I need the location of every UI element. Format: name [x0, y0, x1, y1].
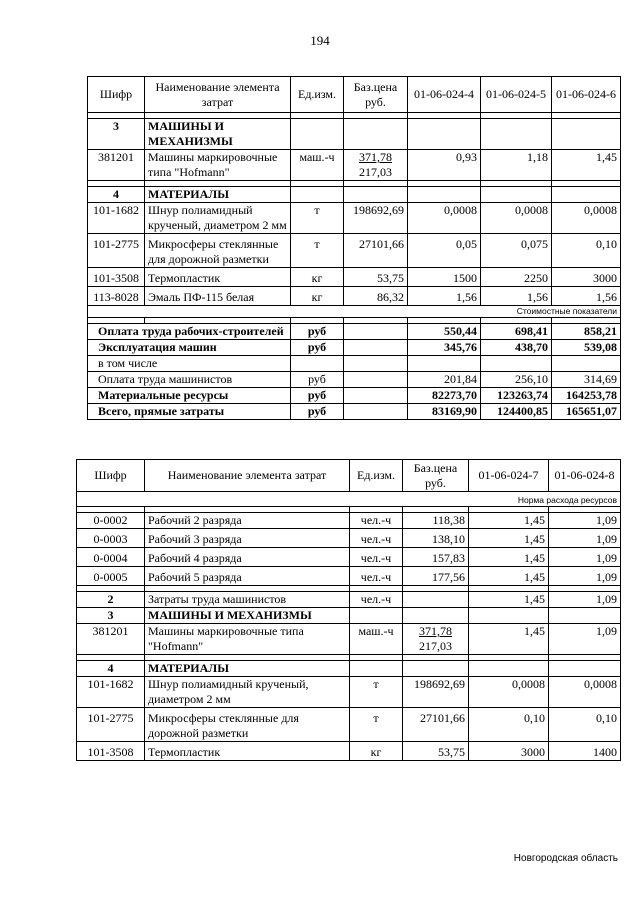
value-cell: 698,41	[481, 324, 552, 340]
unit-cell: руб	[291, 372, 344, 388]
cost-name: Эксплуатация машин	[88, 340, 291, 356]
table-row	[88, 268, 621, 287]
value-cell: 0,0008	[549, 677, 621, 708]
value-cell: 0,0008	[552, 203, 621, 234]
value-cell: 1500	[408, 268, 481, 287]
value-cell: 1,09	[549, 513, 621, 529]
cost-name: Всего, прямые затраты	[88, 404, 291, 420]
code-cell: 101-1682	[77, 677, 145, 708]
name-cell: Машины маркировочные типа "Hofmann"	[145, 150, 291, 181]
value-cell: 1,56	[481, 287, 552, 306]
norm-header: Норма расхода ресурсов	[77, 492, 621, 507]
cost-name: в том числе	[88, 356, 291, 372]
value-cell: 124400,85	[481, 404, 552, 420]
section-title: МАТЕРИАЛЫ	[145, 661, 350, 677]
name-cell: Рабочий 3 разряда	[145, 529, 350, 548]
code-cell: 113-8028	[88, 287, 145, 306]
unit-cell: чел.-ч	[350, 567, 403, 586]
code-cell: 0-0002	[77, 513, 145, 529]
col-header: Ед.изм.	[291, 77, 344, 113]
value-cell: 539,08	[552, 340, 621, 356]
code-cell: 0-0005	[77, 567, 145, 586]
price-cell	[403, 624, 469, 655]
value-cell: 1400	[549, 742, 621, 761]
value-cell: 1,56	[552, 287, 621, 306]
name-cell: Микросферы стеклянные для дорожной разметки	[145, 234, 291, 268]
price-secondary: 217,03	[359, 165, 392, 179]
col-header: Баз.цена руб.	[403, 460, 469, 492]
section-number: 4	[77, 661, 145, 677]
unit-cell: кг	[291, 287, 344, 306]
price-cell: 53,75	[344, 268, 408, 287]
unit-cell: чел.-ч	[350, 513, 403, 529]
value-cell: 550,44	[408, 324, 481, 340]
cost-row	[88, 324, 621, 340]
value-cell: 438,70	[481, 340, 552, 356]
value-cell: 83169,90	[408, 404, 481, 420]
value-cell: 82273,70	[408, 388, 481, 404]
name-cell: Машины маркировочные типа "Hofmann"	[145, 624, 350, 655]
name-cell: Рабочий 4 разряда	[145, 548, 350, 567]
section-row	[77, 661, 621, 677]
page-number: 194	[310, 33, 330, 48]
unit-cell: маш.-ч	[291, 150, 344, 181]
unit-cell: кг	[291, 268, 344, 287]
value-cell: 0,05	[408, 234, 481, 268]
col-header: Шифр	[88, 77, 145, 113]
price-cell: 138,10	[403, 529, 469, 548]
footer-region: Новгородская область	[513, 853, 618, 864]
norm-header-row	[77, 492, 621, 507]
price-cell: 27101,66	[344, 234, 408, 268]
table-header-row	[88, 77, 621, 113]
value-cell: 1,45	[469, 513, 549, 529]
cost-row	[88, 372, 621, 388]
value-cell: 345,76	[408, 340, 481, 356]
cost-row	[88, 356, 621, 372]
price-secondary: 217,03	[419, 639, 452, 653]
unit-cell: чел.-ч	[350, 592, 403, 608]
code-cell: 101-3508	[77, 742, 145, 761]
cost-row	[88, 340, 621, 356]
table-row	[77, 624, 621, 655]
table-header-row	[77, 460, 621, 492]
unit-cell: руб	[291, 404, 344, 420]
value-cell: 0,10	[469, 708, 549, 742]
code-cell: 101-3508	[88, 268, 145, 287]
value-cell: 0,0008	[408, 203, 481, 234]
code-cell: 101-2775	[88, 234, 145, 268]
value-cell: 0,0008	[481, 203, 552, 234]
table-row	[77, 708, 621, 742]
section-title: МАТЕРИАЛЫ	[145, 187, 291, 203]
unit-cell: т	[350, 677, 403, 708]
unit-cell: т	[291, 234, 344, 268]
value-cell: 1,09	[549, 548, 621, 567]
price-primary: 371,78	[419, 624, 452, 638]
price-cell: 118,38	[403, 513, 469, 529]
cost-header: Стоимостные показатели	[88, 306, 621, 318]
unit-cell: маш.-ч	[350, 624, 403, 655]
price-cell: 27101,66	[403, 708, 469, 742]
col-header: 01-06-024-6	[552, 77, 621, 113]
section-number: 3	[77, 608, 145, 624]
table-row	[88, 234, 621, 268]
value-cell: 256,10	[481, 372, 552, 388]
table-row	[77, 513, 621, 529]
unit-cell: т	[350, 708, 403, 742]
section-row	[88, 187, 621, 203]
code-cell: 381201	[77, 624, 145, 655]
value-cell: 2250	[481, 268, 552, 287]
price-cell: 86,32	[344, 287, 408, 306]
col-header: 01-06-024-4	[408, 77, 481, 113]
name-cell: Рабочий 2 разряда	[145, 513, 350, 529]
value-cell: 1,45	[469, 548, 549, 567]
table-row	[88, 203, 621, 234]
col-header: Баз.цена руб.	[344, 77, 408, 113]
table-row	[77, 567, 621, 586]
code-cell: 101-2775	[77, 708, 145, 742]
table-row	[77, 529, 621, 548]
value-cell: 1,18	[481, 150, 552, 181]
value-cell: 0,10	[552, 234, 621, 268]
col-header: Шифр	[77, 460, 145, 492]
value-cell: 1,45	[552, 150, 621, 181]
value-cell: 314,69	[552, 372, 621, 388]
col-header: Наименование элемента затрат	[145, 77, 291, 113]
code-cell: 0-0003	[77, 529, 145, 548]
cost-header-row	[88, 306, 621, 318]
table-row	[77, 677, 621, 708]
resource-table-1	[87, 76, 621, 420]
value-cell: 0,075	[481, 234, 552, 268]
section-row	[88, 119, 621, 150]
price-cell: 198692,69	[403, 677, 469, 708]
name-cell: Шнур полиамидный крученый, диаметром 2 мм	[145, 203, 291, 234]
value-cell: 165651,07	[552, 404, 621, 420]
price-cell	[344, 150, 408, 181]
price-cell: 177,56	[403, 567, 469, 586]
value-cell: 858,21	[552, 324, 621, 340]
name-cell: Микросферы стеклянные для дорожной разметки	[145, 708, 350, 742]
table-row	[88, 287, 621, 306]
value-cell: 3000	[552, 268, 621, 287]
table-row	[77, 742, 621, 761]
section-number: 3	[88, 119, 145, 150]
cost-name: Оплата труда машинистов	[88, 372, 291, 388]
cost-name: Оплата труда рабочих-строителей	[88, 324, 291, 340]
unit-cell: руб	[291, 388, 344, 404]
value-cell: 0,0008	[469, 677, 549, 708]
name-cell: Затраты труда машинистов	[145, 592, 350, 608]
name-cell: Рабочий 5 разряда	[145, 567, 350, 586]
col-header: 01-06-024-8	[549, 460, 621, 492]
unit-cell: руб	[291, 340, 344, 356]
value-cell: 1,45	[469, 624, 549, 655]
section-number: 2	[77, 592, 145, 608]
cost-row	[88, 404, 621, 420]
section-title: МАШИНЫ И МЕХАНИЗМЫ	[145, 608, 350, 624]
value-cell: 0,10	[549, 708, 621, 742]
value-cell: 1,45	[469, 592, 549, 608]
col-header: 01-06-024-7	[469, 460, 549, 492]
price-primary: 371,78	[359, 150, 392, 164]
value-cell: 1,09	[549, 624, 621, 655]
table-row	[77, 548, 621, 567]
value-cell: 1,09	[549, 529, 621, 548]
price-cell: 53,75	[403, 742, 469, 761]
value-cell: 1,56	[408, 287, 481, 306]
section-title: МАШИНЫ И МЕХАНИЗМЫ	[145, 119, 291, 150]
cost-name: Материальные ресурсы	[88, 388, 291, 404]
name-cell: Шнур полиамидный крученый, диаметром 2 мм	[145, 677, 350, 708]
value-cell: 201,84	[408, 372, 481, 388]
col-header: Ед.изм.	[350, 460, 403, 492]
price-cell: 198692,69	[344, 203, 408, 234]
resource-table-2	[76, 459, 621, 761]
section-row	[77, 592, 621, 608]
cost-row	[88, 388, 621, 404]
section-number: 4	[88, 187, 145, 203]
unit-cell: чел.-ч	[350, 529, 403, 548]
value-cell: 0,93	[408, 150, 481, 181]
unit-cell: руб	[291, 324, 344, 340]
unit-cell: чел.-ч	[350, 548, 403, 567]
section-row	[77, 608, 621, 624]
name-cell: Эмаль ПФ-115 белая	[145, 287, 291, 306]
code-cell: 0-0004	[77, 548, 145, 567]
table-row	[88, 150, 621, 181]
col-header: Наименование элемента затрат	[145, 460, 350, 492]
value-cell: 1,45	[469, 567, 549, 586]
value-cell: 1,09	[549, 567, 621, 586]
col-header: 01-06-024-5	[481, 77, 552, 113]
name-cell: Термопластик	[145, 742, 350, 761]
price-cell: 157,83	[403, 548, 469, 567]
code-cell: 381201	[88, 150, 145, 181]
value-cell: 1,45	[469, 529, 549, 548]
unit-cell: кг	[350, 742, 403, 761]
code-cell: 101-1682	[88, 203, 145, 234]
value-cell: 164253,78	[552, 388, 621, 404]
value-cell: 1,09	[549, 592, 621, 608]
unit-cell: т	[291, 203, 344, 234]
value-cell: 123263,74	[481, 388, 552, 404]
name-cell: Термопластик	[145, 268, 291, 287]
value-cell: 3000	[469, 742, 549, 761]
